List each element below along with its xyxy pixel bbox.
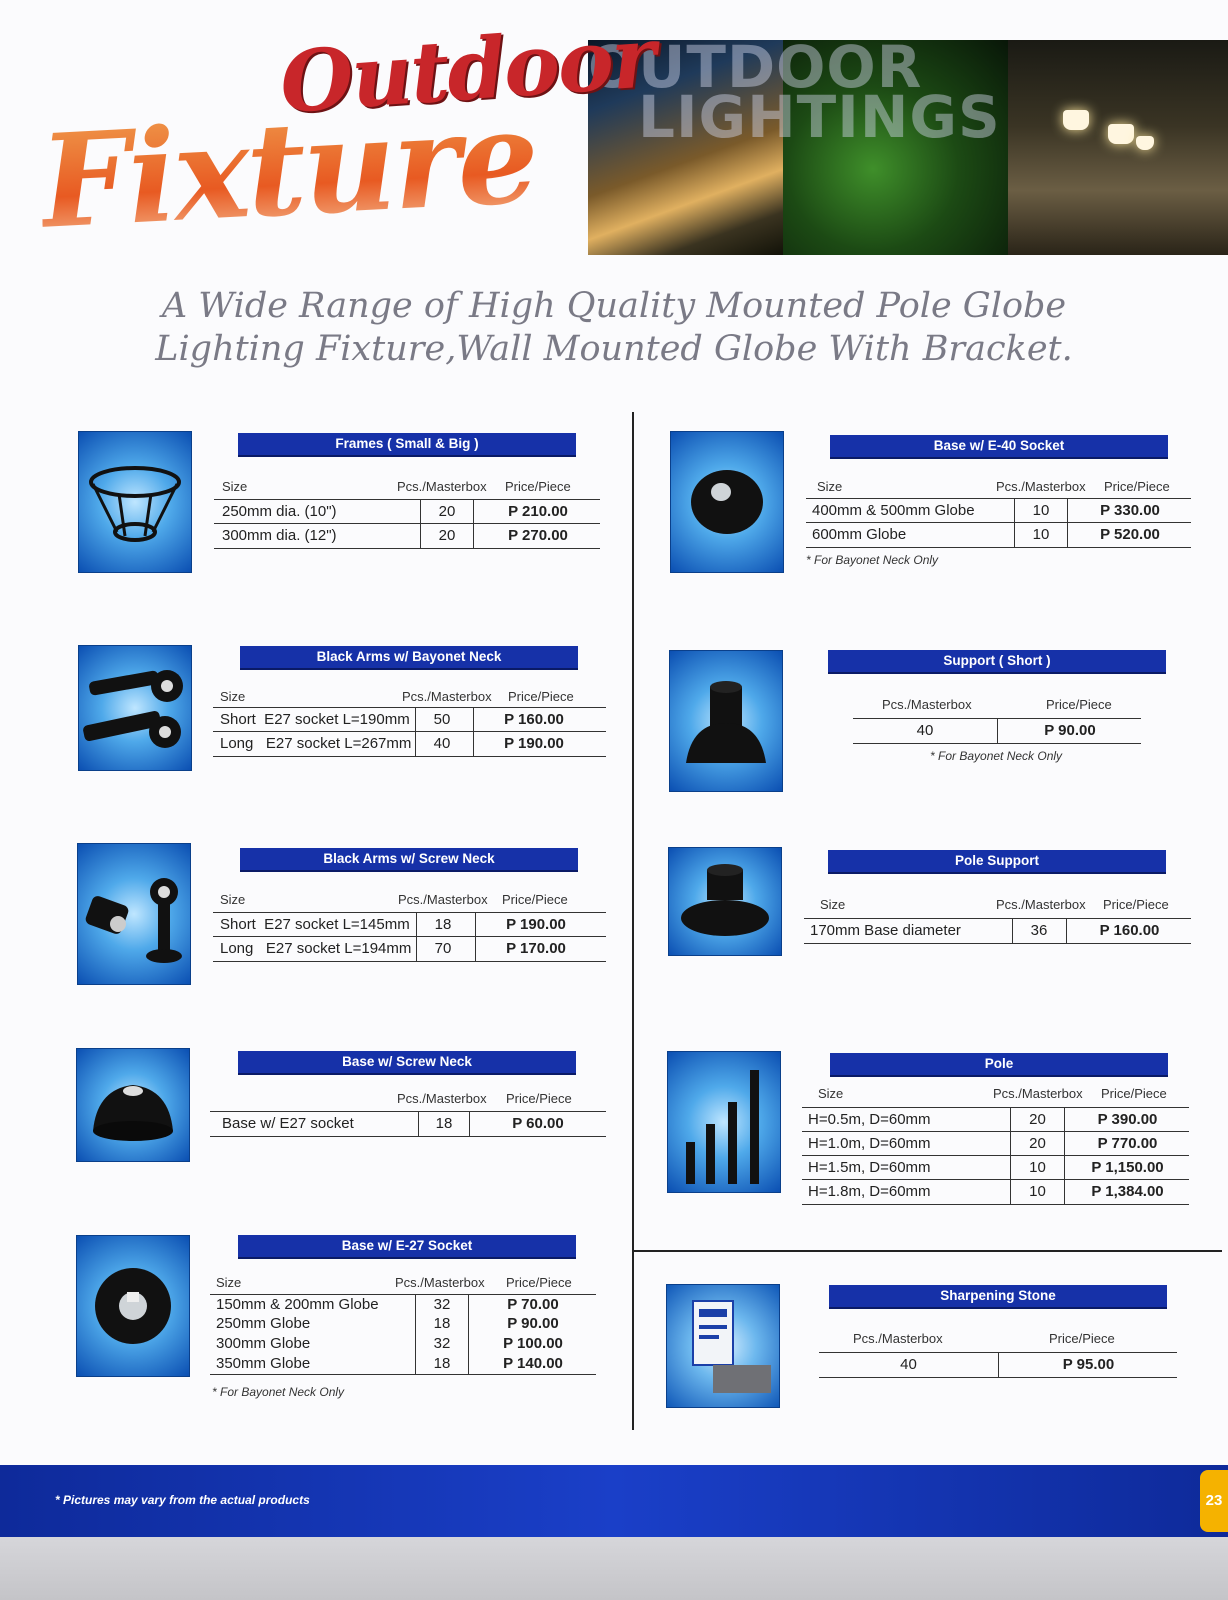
stone-photo	[666, 1284, 780, 1408]
arms-bayonet-size-header: Size	[220, 689, 246, 704]
page-number: 23	[1200, 1470, 1228, 1532]
pole-support-size-header: Size	[820, 897, 846, 912]
table-row: 300mm dia. (12") 20 P 270.00	[214, 523, 600, 549]
base-e40-pcs-header: Pcs./Masterbox	[996, 479, 1086, 494]
arms-bayonet-photo	[78, 645, 192, 771]
arms-screw-size-header: Size	[220, 892, 246, 907]
base-screw-title: Base w/ Screw Neck	[238, 1051, 576, 1075]
frame-cage-icon	[79, 432, 191, 572]
table-row: Base w/ E27 socket 18 P 60.00	[210, 1111, 606, 1137]
table-row: H=1.0m, D=60mm 20 P 770.00	[802, 1131, 1189, 1156]
e27-base-icon	[77, 1236, 189, 1376]
title-fixture: Fixture	[36, 82, 540, 258]
base-e27-price-header: Price/Piece	[506, 1275, 572, 1290]
arms-bayonet-pcs-header: Pcs./Masterbox	[402, 689, 492, 704]
frames-size-header: Size	[222, 479, 248, 494]
table-row: Long E27 socket L=267mm 40 P 190.00	[213, 731, 606, 757]
support-short-photo	[669, 650, 783, 792]
support-short-title: Support ( Short )	[828, 650, 1166, 674]
section-divider	[632, 1250, 1222, 1252]
arms-screw-photo	[77, 843, 191, 985]
table-row: Short E27 socket L=145mm 18 P 190.00	[213, 912, 606, 937]
pole-support-price-header: Price/Piece	[1103, 897, 1169, 912]
base-e40-title: Base w/ E-40 Socket	[830, 435, 1168, 459]
table-row: 150mm & 200mm Globe 32 P 70.00	[210, 1294, 596, 1315]
arms-screw-title: Black Arms w/ Screw Neck	[240, 848, 578, 872]
table-row: 40 P 95.00	[819, 1352, 1177, 1378]
footer-disclaimer: * Pictures may vary from the actual products	[55, 1493, 310, 1507]
pole-support-photo	[668, 847, 782, 956]
base-e27-title: Base w/ E-27 Socket	[238, 1235, 576, 1259]
table-row: 250mm dia. (10") 20 P 210.00	[214, 499, 600, 524]
table-row: 400mm & 500mm Globe 10 P 330.00	[806, 498, 1191, 523]
base-screw-photo	[76, 1048, 190, 1162]
support-short-note: * For Bayonet Neck Only	[930, 749, 1063, 763]
frames-price-header: Price/Piece	[505, 479, 571, 494]
arms-screw-price-header: Price/Piece	[502, 892, 568, 907]
table-row: 300mm Globe 32 P 100.00	[210, 1334, 596, 1354]
table-row: H=1.8m, D=60mm 10 P 1,384.00	[802, 1179, 1189, 1205]
sharpening-stone-icon	[667, 1285, 779, 1407]
arms-bayonet-price-header: Price/Piece	[508, 689, 574, 704]
table-row: H=1.5m, D=60mm 10 P 1,150.00	[802, 1155, 1189, 1180]
pole-tubes-icon	[668, 1052, 780, 1192]
pole-size-header: Size	[818, 1086, 844, 1101]
column-divider	[632, 412, 634, 1430]
frames-photo	[78, 431, 192, 573]
screw-arm-icon	[78, 844, 190, 984]
bottom-strip	[0, 1537, 1228, 1600]
banner-watermark-text: OUTDOOR LIGHTINGS	[588, 40, 1001, 151]
title-outdoor: Outdoor	[277, 7, 658, 132]
base-e27-note: * For Bayonet Neck Only	[212, 1385, 345, 1399]
pole-support-pcs-header: Pcs./Masterbox	[996, 897, 1086, 912]
table-row: H=0.5m, D=60mm 20 P 390.00	[802, 1107, 1189, 1132]
short-support-icon	[670, 651, 782, 791]
pole-photo	[667, 1051, 781, 1193]
frames-title: Frames ( Small & Big )	[238, 433, 576, 457]
base-e27-size-header: Size	[216, 1275, 242, 1290]
pole-support-icon	[669, 848, 781, 955]
support-short-pcs-header: Pcs./Masterbox	[882, 697, 972, 712]
pole-title: Pole	[830, 1053, 1168, 1077]
stone-title: Sharpening Stone	[829, 1285, 1167, 1309]
tagline: A Wide Range of High Quality Mounted Pole Globe Lighting Fixture,Wall Mounted Globe With Bracket.	[155, 286, 1073, 369]
base-screw-price-header: Price/Piece	[506, 1091, 572, 1106]
base-e27-pcs-header: Pcs./Masterbox	[395, 1275, 485, 1290]
table-row: 600mm Globe 10 P 520.00	[806, 522, 1191, 548]
table-row: Long E27 socket L=194mm 70 P 170.00	[213, 936, 606, 962]
base-e40-price-header: Price/Piece	[1104, 479, 1170, 494]
base-e40-photo	[670, 431, 784, 573]
bayonet-arm-icon	[79, 646, 191, 770]
screw-base-icon	[77, 1049, 189, 1161]
arms-bayonet-title: Black Arms w/ Bayonet Neck	[240, 646, 578, 670]
support-short-price-header: Price/Piece	[1046, 697, 1112, 712]
pole-price-header: Price/Piece	[1101, 1086, 1167, 1101]
base-e40-size-header: Size	[817, 479, 843, 494]
e40-base-icon	[671, 432, 783, 572]
table-row: 350mm Globe 18 P 140.00	[210, 1354, 596, 1375]
header-banner-photo	[588, 40, 1228, 255]
table-row: 170mm Base diameter 36 P 160.00	[804, 918, 1191, 944]
table-row: 250mm Globe 18 P 90.00	[210, 1314, 596, 1334]
base-e40-note: * For Bayonet Neck Only	[806, 553, 939, 567]
stone-pcs-header: Pcs./Masterbox	[853, 1331, 943, 1346]
frames-pcs-header: Pcs./Masterbox	[397, 479, 487, 494]
base-screw-pcs-header: Pcs./Masterbox	[397, 1091, 487, 1106]
arms-screw-pcs-header: Pcs./Masterbox	[398, 892, 488, 907]
pole-pcs-header: Pcs./Masterbox	[993, 1086, 1083, 1101]
table-row: 40 P 90.00	[853, 718, 1141, 744]
table-row: Short E27 socket L=190mm 50 P 160.00	[213, 707, 606, 732]
base-e27-photo	[76, 1235, 190, 1377]
stone-price-header: Price/Piece	[1049, 1331, 1115, 1346]
pole-support-title: Pole Support	[828, 850, 1166, 874]
